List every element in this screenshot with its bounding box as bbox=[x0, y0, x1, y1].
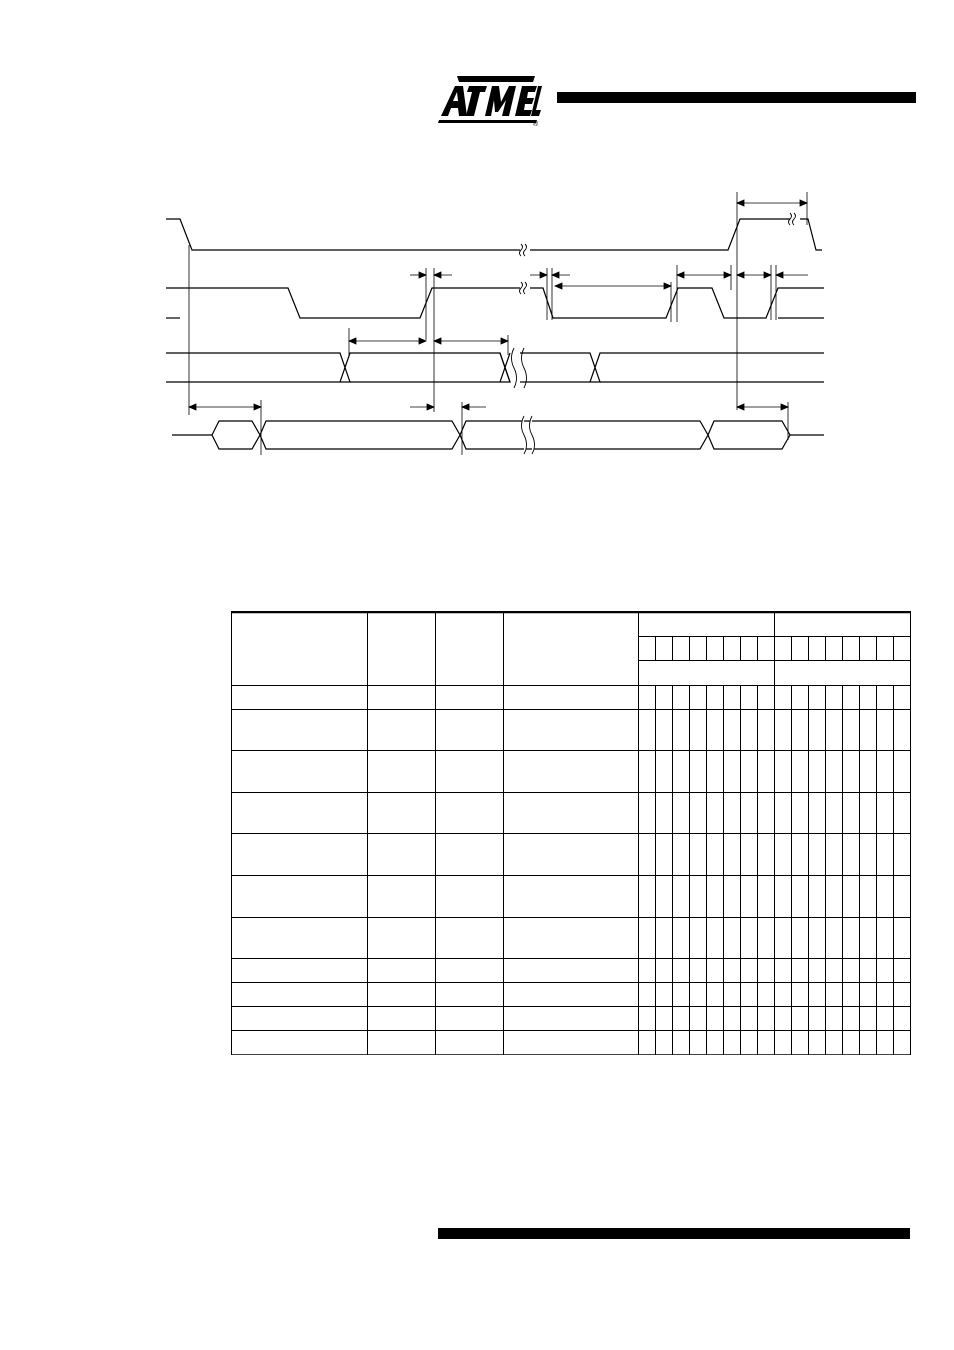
signal-trace-4 bbox=[172, 416, 824, 454]
atmel-logo bbox=[437, 70, 542, 126]
timing-reference-lines bbox=[189, 192, 807, 455]
signal-trace-2 bbox=[166, 282, 824, 318]
timing-arrows bbox=[189, 200, 808, 410]
timing-diagram bbox=[160, 190, 840, 470]
signal-trace-3 bbox=[166, 348, 824, 388]
svg-text:®: ® bbox=[533, 121, 539, 126]
spec-table bbox=[231, 611, 911, 1055]
header-rule bbox=[557, 92, 916, 103]
footer-rule bbox=[438, 1228, 910, 1239]
signal-trace-1 bbox=[166, 213, 822, 256]
